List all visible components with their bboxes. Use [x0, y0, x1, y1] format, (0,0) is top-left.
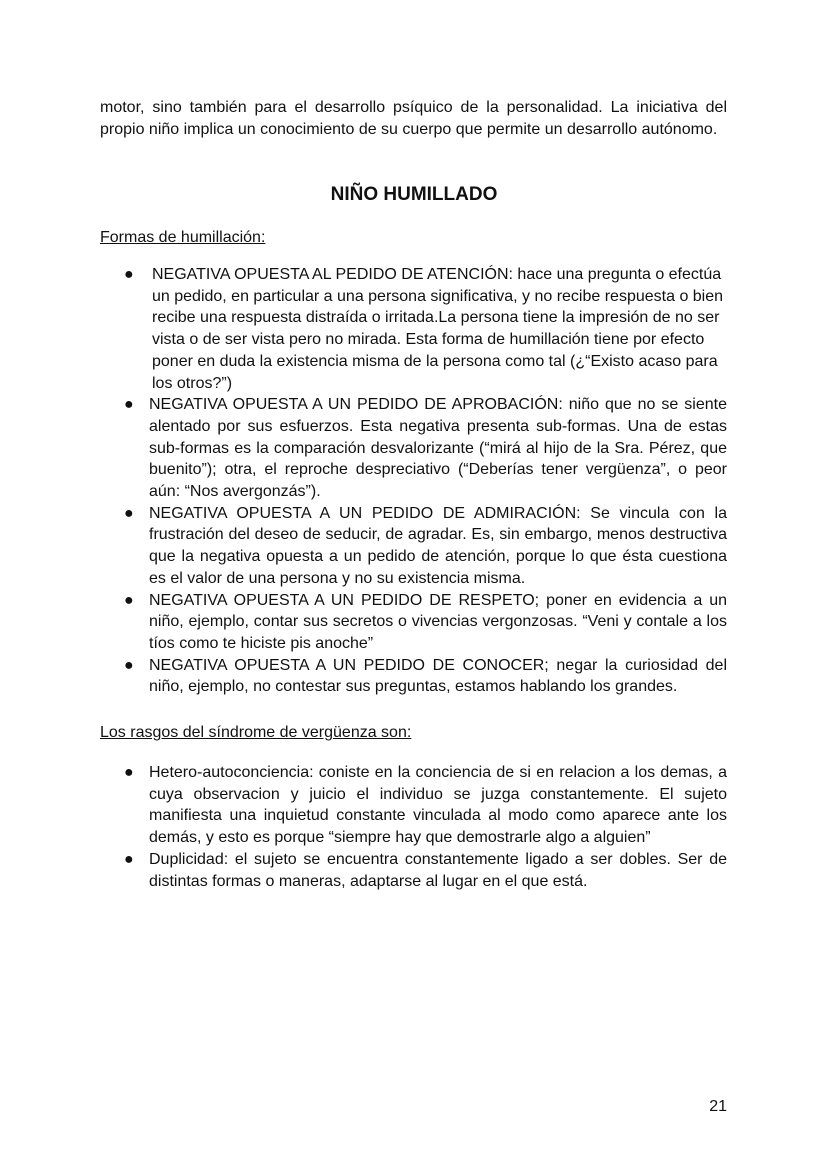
bullet-icon: ● [124, 396, 134, 414]
bullet-icon: ● [124, 266, 134, 283]
bullet-icon: ● [124, 850, 134, 868]
forms-list [100, 264, 727, 698]
bullet-icon: ● [124, 591, 134, 609]
intro-paragraph: motor, sino también para el desarrollo psíquico de la personalidad. La iniciativa del propio niño implica un conocimiento de su cuerpo que permite un desarrollo autónomo. [100, 99, 727, 138]
list-item: ● NEGATIVA OPUESTA A UN PEDIDO DE APROBACIÓN: niño que no se siente alentado por sus esfuerzos. Esta negativa presenta sub-formas. Una de estas sub-formas es la comparación desvalorizante (“mirá al hijo de la Sra. Pérez, que buenito”); otra, el reproche despreciativo (“Deberías tener vergüenza”, o peor aún: “Nos avergonzás”). [124, 396, 727, 501]
page-number: 21 [709, 1098, 727, 1115]
bullet-icon: ● [124, 656, 134, 674]
traits-list [100, 762, 727, 892]
list-item: ● Hetero-autoconciencia: coniste en la conciencia de si en relacion a los demas, a cuya observacion y juicio el individuo se juzga constantemente. El sujeto manifiesta una inquietud constante vinculada al modo como aparece ante los demás, y esto es porque “siempre hay que demostrarle algo a alguien” [124, 764, 727, 847]
bullet-icon: ● [124, 764, 134, 781]
list-item: ● Duplicidad: el sujeto se encuentra constantemente ligado a ser dobles. Ser de distintas formas o maneras, adaptarse al lugar en el que está. [124, 850, 727, 890]
list-item: ● NEGATIVA OPUESTA A UN PEDIDO DE ADMIRACIÓN: Se vincula con la frustración del deseo de seducir, de agradar. Es, sin embargo, menos destructiva que la negativa opuesta a un pedido de atención, porque lo que ésta cuestiona es el valor de una persona y no su existencia misma. [124, 504, 727, 587]
list-item: ● NEGATIVA OPUESTA A UN PEDIDO DE RESPETO; poner en evidencia a un niño, ejemplo, contar sus secretos o vivencias vergonzosas. “Veni y contale a los tíos como te hiciste pis anoche” [124, 591, 727, 652]
section-title: NIÑO HUMILLADO [330, 184, 498, 205]
bullet-icon: ● [124, 504, 134, 522]
traits-heading: Los rasgos del síndrome de vergüenza son: [100, 724, 412, 741]
list-item: ● NEGATIVA OPUESTA AL PEDIDO DE ATENCIÓN: hace una pregunta o efectúa un pedido, en particular a una persona significativa, y no recibe respuesta o bien recibe una respuesta distraída o irritada.La persona tiene la impresión de no ser vista o de ser vista pero no mirada. Esta forma de humillación tiene por efecto poner en duda la existencia misma de la persona como tal (¿“Existo acaso para los otros?”) [124, 266, 724, 392]
list-item: ● NEGATIVA OPUESTA A UN PEDIDO DE CONOCER; negar la curiosidad del niño, ejemplo, no contestar sus preguntas, estamos hablando los grandes. [124, 656, 727, 696]
forms-heading: Formas de humillación: [100, 229, 266, 246]
